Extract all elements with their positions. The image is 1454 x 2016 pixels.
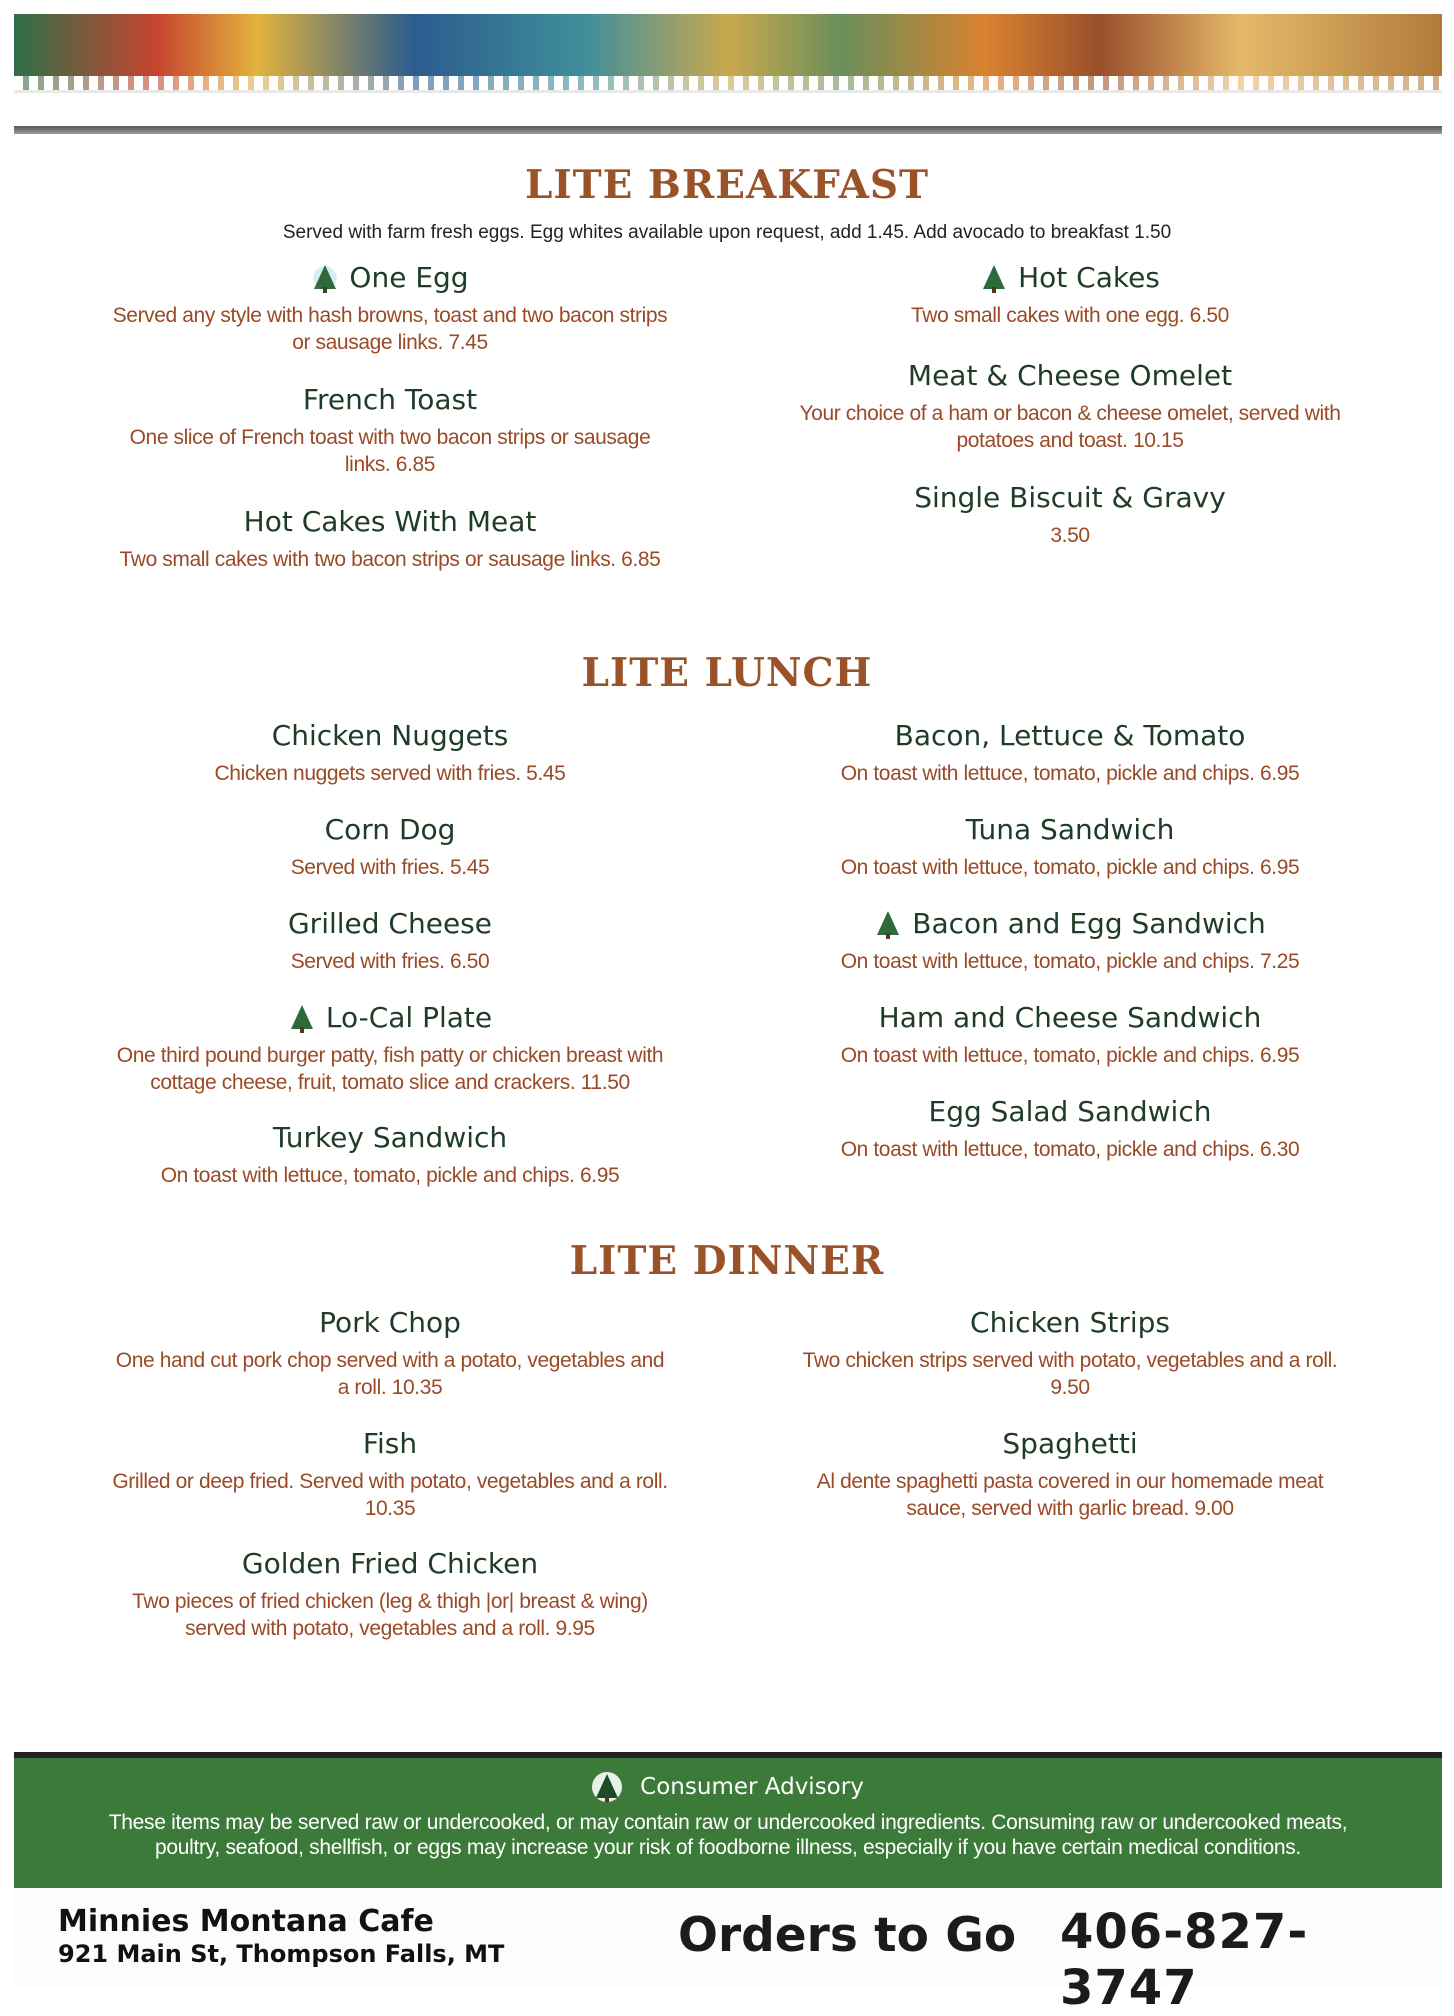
menu-item-blt (770, 718, 1370, 787)
menu-item-chicken-strips (770, 1305, 1370, 1401)
menu-item-spaghetti (770, 1426, 1370, 1522)
item-description: On toast with lettuce, tomato, pickle and chips. 6.95 (160, 1164, 620, 1187)
menu-item-grilled-cheese (90, 906, 690, 975)
item-name: Ham and Cheese Sandwich (878, 1001, 1262, 1034)
item-description: Grilled or deep fried. Served with potato, vegetables and a roll. 10.35 (112, 1470, 668, 1520)
item-description: Served with fries. 6.50 (290, 950, 490, 973)
menu-item-lo-cal-plate (90, 1000, 690, 1096)
item-description: On toast with lettuce, tomato, pickle and chips. 6.95 (840, 762, 1300, 785)
item-description: Your choice of a ham or bacon & cheese omelet, served with potatoes and toast. 10.15 (799, 402, 1341, 452)
menu-item-egg-salad-sandwich (770, 1094, 1370, 1163)
item-description: Two chicken strips served with potato, vegetables and a roll. 9.50 (802, 1349, 1338, 1399)
section-title-dinner: LITE DINNER (569, 1238, 885, 1284)
advisory-text: These items may be served raw or undercooked, or may contain raw or undercooked ingredients. Consuming raw or undercooked meats, poultry, seafood, shellfish, or eggs may increase your risk of foodborne illness, especially if you have certain medical conditions. (108, 1811, 1348, 1859)
consumer-advisory (14, 1752, 1442, 1894)
item-name: Spaghetti (1002, 1427, 1138, 1460)
item-description: On toast with lettuce, tomato, pickle and chips. 6.30 (840, 1138, 1300, 1161)
item-description: Served any style with hash browns, toast and two bacon strips or sausage links. 7.45 (112, 304, 668, 354)
item-name: Hot Cakes With Meat (243, 505, 537, 538)
cafe-name: Minnies Montana Cafe (58, 1904, 434, 1939)
item-description: One third pound burger patty, fish patty or chicken breast with cottage cheese, fruit, tomato slice and crackers. 11.50 (116, 1044, 664, 1094)
menu-item-corn-dog (90, 812, 690, 881)
item-name: Hot Cakes (1018, 261, 1160, 294)
item-name: Single Biscuit & Gravy (914, 481, 1226, 514)
advisory-title: Consumer Advisory (640, 1774, 864, 1800)
menu-item-french-toast (90, 382, 690, 478)
menu-item-golden-fried-chicken (90, 1546, 690, 1642)
item-name: Meat & Cheese Omelet (907, 359, 1233, 392)
item-description: 3.50 (1050, 524, 1090, 547)
item-name: Bacon and Egg Sandwich (912, 907, 1266, 940)
item-name: Turkey Sandwich (272, 1121, 508, 1154)
item-name: One Egg (349, 261, 469, 294)
menu-item-single-biscuit-gravy (770, 480, 1370, 549)
menu-item-turkey-sandwich (90, 1120, 690, 1189)
item-description: Served with fries. 5.45 (290, 856, 490, 879)
cafe-address: 921 Main St, Thompson Falls, MT (58, 1940, 505, 1968)
item-name: Golden Fried Chicken (241, 1547, 539, 1580)
item-description: On toast with lettuce, tomato, pickle and chips. 7.25 (840, 950, 1300, 973)
item-name: French Toast (302, 383, 478, 416)
menu-item-tuna-sandwich (770, 812, 1370, 881)
phone-number: 406-827-3747 (1060, 1904, 1309, 2016)
item-name: Bacon, Lettuce & Tomato (894, 719, 1246, 752)
item-description: Two small cakes with two bacon strips or sausage links. 6.85 (119, 548, 661, 571)
decorative-banner (14, 14, 1442, 93)
menu-item-hot-cakes-with-meat (90, 504, 690, 573)
header-rule (14, 126, 1442, 134)
menu-item-ham-cheese-sandwich (770, 1000, 1370, 1069)
item-name: Lo-Cal Plate (325, 1001, 493, 1034)
item-description: On toast with lettuce, tomato, pickle and chips. 6.95 (840, 856, 1300, 879)
breakfast-intro: Served with farm fresh eggs. Egg whites available upon request, add 1.45. Add avocado to breakfast 1.50 (282, 222, 1172, 243)
pine-tree-icon (980, 263, 1008, 293)
pine-tree-icon (874, 909, 902, 939)
item-name: Pork Chop (319, 1306, 461, 1339)
item-description: One hand cut pork chop served with a potato, vegetables and a roll. 10.35 (115, 1349, 665, 1399)
pine-tree-icon (311, 263, 339, 293)
pine-tree-icon (288, 1003, 316, 1033)
menu-item-hot-cakes (770, 260, 1370, 329)
item-description: Two small cakes with one egg. 6.50 (911, 304, 1229, 327)
item-name: Tuna Sandwich (965, 813, 1175, 846)
menu-item-meat-cheese-omelet (770, 358, 1370, 454)
menu-item-one-egg (90, 260, 690, 356)
menu-item-bacon-egg-sandwich (770, 906, 1370, 975)
section-title-lunch: LITE LUNCH (581, 650, 873, 696)
item-name: Egg Salad Sandwich (928, 1095, 1212, 1128)
item-description: One slice of French toast with two bacon strips or sausage links. 6.85 (129, 426, 651, 476)
item-description: Two pieces of fried chicken (leg & thigh |or| breast & wing) served with potato, vegetables and a roll. 9.95 (132, 1590, 648, 1640)
section-title-breakfast: LITE BREAKFAST (524, 162, 930, 208)
item-description: Chicken nuggets served with fries. 5.45 (214, 762, 566, 785)
item-name: Grilled Cheese (287, 907, 492, 940)
item-name: Chicken Strips (970, 1306, 1170, 1339)
item-description: Al dente spaghetti pasta covered in our homemade meat sauce, served with garlic bread. 9.00 (816, 1470, 1324, 1520)
footer (14, 1888, 1442, 2016)
menu-item-fish (90, 1426, 690, 1522)
pine-tree-icon (592, 1772, 622, 1802)
item-description: On toast with lettuce, tomato, pickle and chips. 6.95 (840, 1044, 1300, 1067)
menu-item-chicken-nuggets (90, 718, 690, 787)
item-name: Corn Dog (324, 813, 456, 846)
menu-item-pork-chop (90, 1305, 690, 1401)
item-name: Chicken Nuggets (271, 719, 509, 752)
orders-to-go: Orders to Go (678, 1908, 1017, 1963)
item-name: Fish (362, 1427, 418, 1460)
